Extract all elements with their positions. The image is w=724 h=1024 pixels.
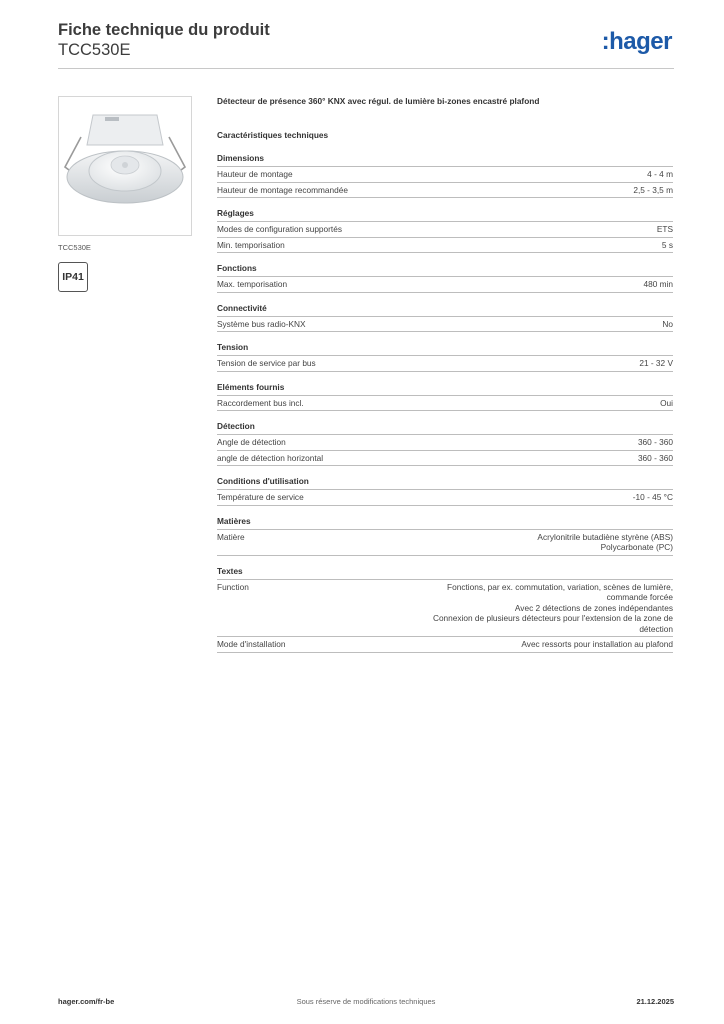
ip-rating-badge: IP41 (58, 262, 88, 292)
section-title: Textes (217, 566, 673, 580)
spec-value-line: Connexion de plusieurs détecteurs pour l'extension de la zone de (432, 613, 673, 623)
spec-label: Température de service (217, 492, 304, 502)
spec-value-line: 2,5 - 3,5 m (633, 184, 673, 195)
spec-value (657, 224, 673, 235)
spec-label: Hauteur de montage recommandée (217, 184, 348, 195)
spec-value-line: 5 s (661, 239, 673, 250)
spec-value (643, 279, 673, 290)
spec-label: Function (217, 581, 249, 592)
spec-value (521, 639, 673, 650)
page-header (58, 20, 674, 68)
page-title: Fiche technique du produit (58, 21, 270, 39)
spec-value (537, 532, 673, 553)
spec-value-line: commande forcée (606, 592, 673, 602)
section-title: Fonctions (217, 263, 673, 277)
spec-section (217, 382, 673, 412)
section-title: Tension (217, 342, 673, 356)
spec-label: Max. temporisation (217, 279, 288, 289)
spec-row (217, 580, 673, 638)
spec-section (217, 303, 673, 333)
spec-value-line: Fonctions, par ex. commutation, variation, scènes de lumière, (447, 581, 673, 592)
spec-value-line: Avec ressorts pour installation au plafond (521, 639, 673, 649)
spec-row (217, 490, 673, 506)
spec-value (433, 582, 673, 635)
spec-row (217, 396, 673, 412)
section-title: Eléments fournis (217, 382, 673, 396)
spec-label: Tension de service par bus (217, 358, 316, 368)
spec-row (217, 238, 673, 254)
spec-value-line: 360 - 360 (637, 452, 673, 463)
spec-value-line: 360 - 360 (637, 437, 673, 447)
spec-value (660, 398, 673, 409)
hager-logo (584, 26, 674, 56)
presence-detector-illustration (59, 97, 191, 235)
spec-label: Min. temporisation (217, 239, 285, 250)
spec-section (217, 476, 673, 506)
spec-label: Modes de configuration supportés (217, 224, 342, 234)
spec-value (638, 453, 673, 464)
spec-label: Système bus radio-KNX (217, 318, 306, 329)
spec-label: Angle de détection (217, 437, 286, 447)
spec-value-line: 21 - 32 V (639, 358, 673, 368)
spec-value-line: détection (639, 623, 673, 634)
spec-section (217, 421, 673, 466)
footer-note: Sous réserve de modifications techniques (296, 997, 436, 1006)
section-title: Matières (217, 516, 673, 530)
spec-value (662, 240, 673, 251)
specs-heading: Caractéristiques techniques (217, 130, 329, 140)
spec-value-line: 4 - 4 m (647, 169, 673, 179)
spec-label: Raccordement bus incl. (217, 397, 304, 408)
spec-value (639, 358, 673, 369)
section-title: Détection (217, 421, 673, 435)
logo-text: :hager (601, 28, 672, 55)
spec-row (217, 183, 673, 199)
spec-label: Mode d'installation (217, 639, 286, 649)
section-title: Dimensions (217, 153, 673, 167)
header-divider (58, 68, 674, 69)
spec-content (217, 96, 673, 653)
spec-value-line: 480 min (643, 279, 673, 289)
spec-row (217, 222, 673, 238)
spec-section (217, 208, 673, 253)
spec-value (662, 319, 673, 330)
spec-value-line: ETS (656, 224, 673, 234)
spec-label: Hauteur de montage (217, 169, 293, 179)
spec-row (217, 530, 673, 556)
spec-row (217, 637, 673, 653)
spec-value-line: Acrylonitrile butadiène styrène (ABS) (537, 531, 673, 542)
spec-row (217, 451, 673, 467)
product-description: Détecteur de présence 360° KNX avec régul. de lumière bi-zones encastré plafond (217, 96, 540, 106)
footer-website: hager.com/fr-be (58, 997, 115, 1006)
spec-value-line: No (662, 318, 673, 329)
product-image (58, 96, 192, 236)
image-caption: TCC530E (58, 243, 91, 252)
spec-row (217, 356, 673, 372)
spec-section (217, 153, 673, 198)
spec-row (217, 277, 673, 293)
spec-value (633, 492, 673, 503)
spec-row (217, 167, 673, 183)
spec-value-line: Avec 2 détections de zones indépendantes (514, 602, 673, 613)
spec-sections (217, 153, 673, 653)
spec-row (217, 317, 673, 333)
section-title: Réglages (217, 208, 673, 222)
product-reference: TCC530E (58, 41, 131, 59)
spec-value (633, 185, 673, 196)
spec-value-line: -10 - 45 °C (632, 492, 673, 502)
spec-value-line: Polycarbonate (PC) (600, 542, 673, 552)
section-title: Connectivité (217, 303, 673, 317)
spec-label: angle de détection horizontal (217, 452, 324, 463)
spec-value (647, 169, 673, 180)
page-footer (58, 997, 674, 1009)
spec-section (217, 566, 673, 653)
footer-date: 21.12.2025 (636, 997, 674, 1006)
spec-row (217, 435, 673, 451)
spec-label: Matière (217, 531, 245, 542)
spec-value (638, 437, 673, 448)
spec-section (217, 263, 673, 293)
section-title: Conditions d'utilisation (217, 476, 673, 490)
spec-section (217, 342, 673, 372)
spec-value-line: Oui (660, 397, 673, 408)
spec-section (217, 516, 673, 556)
